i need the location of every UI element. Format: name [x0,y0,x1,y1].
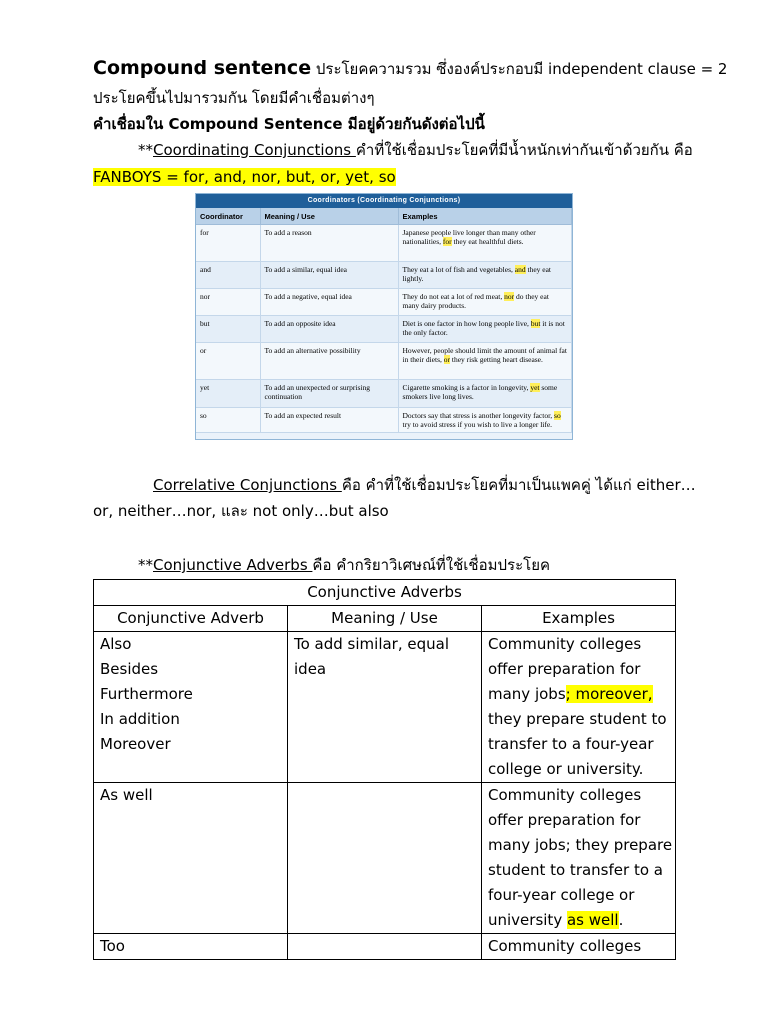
compound-sentence-title: Compound sentence [93,57,312,79]
coord-word: for [196,225,260,262]
adverb-item: Too [100,937,125,955]
example-line: college or university. [488,760,644,778]
coord-example: Japanese people live longer than many other nationalities, for they eat healthful diets. [398,225,572,262]
coord-meaning: To add an opposite idea [260,316,398,343]
coord-row-but [196,316,572,343]
example-cell [482,632,676,783]
meaning-line: To add similar, equal [294,635,450,653]
coord-example: They eat a lot of fish and vegetables, and they eat lightly. [398,262,572,289]
correlative-term: Correlative Conjunctions [153,476,342,494]
intro-definition: ประโยคความรวม ซึ่งองค์ประกอบมี independent clause = 2 [311,60,728,78]
asterisks: ** [138,141,153,159]
coord-word: so [196,408,260,433]
coord-example: However, people should limit the amount of animal fat in their diets, or they risk getting heart disease. [398,343,572,380]
coord-col-coordinator: Coordinator [196,208,260,225]
coord-meaning: To add an unexpected or surprising continuation [260,380,398,408]
intro-line-1 [93,56,727,82]
col-header-meaning: Meaning / Use [288,606,482,632]
adverb-cell [94,783,288,934]
conjunctive-adverbs-table [93,579,676,960]
coord-row-nor [196,289,572,316]
example-line: student to transfer to a [488,861,663,879]
correlative-line [153,473,696,498]
coord-meaning: To add a reason [260,225,398,262]
example-line: Community colleges [488,937,642,955]
col-header-adverb: Conjunctive Adverb [94,606,288,632]
highlight: as well [566,911,619,929]
meaning-cell [288,783,482,934]
coord-col-examples: Examples [398,208,572,225]
coordinating-line [138,138,693,163]
table-row [94,934,676,960]
adverb-item: Also [100,635,132,653]
example-line: offer preparation for [488,660,641,678]
coordinators-figure-title: Coordinators (Coordinating Conjunctions) [196,194,572,208]
example-line: many jobs; moreover, [488,685,653,703]
correlative-desc: คือ คำที่ใช้เชื่อมประโยคที่มาเป็นแพคคู่ ได้แก่ either… [341,476,696,494]
example-line: transfer to a four-year [488,735,654,753]
coord-row-and [196,262,572,289]
adverb-cell [94,632,288,783]
adverb-cell [94,934,288,960]
coord-word: nor [196,289,260,316]
meaning-line: idea [294,660,327,678]
adverb-item: Moreover [100,735,171,753]
coord-word: and [196,262,260,289]
example-line: university as well. [488,911,624,929]
coordinators-figure [195,193,573,440]
coord-word: yet [196,380,260,408]
example-cell [482,783,676,934]
example-line: they prepare student to [488,710,667,728]
coordinators-table [196,208,572,433]
coord-word: or [196,343,260,380]
conjunctive-desc: คือ คำกริยาวิเศษณ์ที่ใช้เชื่อมประโยค [312,556,551,574]
asterisks: ** [138,556,153,574]
coord-meaning: To add a similar, equal idea [260,262,398,289]
col-header-examples: Examples [482,606,676,632]
coord-col-meaning: Meaning / Use [260,208,398,225]
coord-row-or [196,343,572,380]
highlight: ; moreover, [565,685,653,703]
adverb-item: In addition [100,710,180,728]
coord-example: Cigarette smoking is a factor in longevity, yet some smokers live long lives. [398,380,572,408]
coord-example: They do not eat a lot of red meat, nor do they eat many dairy products. [398,289,572,316]
coord-meaning: To add a negative, equal idea [260,289,398,316]
adverb-item: Besides [100,660,159,678]
example-line: Community colleges [488,786,642,804]
example-line: offer preparation for [488,811,641,829]
correlative-line-2: or, neither…nor, และ not only…but also [93,502,389,520]
example-line: four-year college or [488,886,635,904]
fanboys-highlight: FANBOYS = for, and, nor, but, or, yet, so [93,168,396,186]
adverb-item: Furthermore [100,685,193,703]
conjunctive-term: Conjunctive Adverbs [153,556,313,574]
example-line: Community colleges [488,635,642,653]
coord-meaning: To add an alternative possibility [260,343,398,380]
conjunction-types-heading: คำเชื่อมใน Compound Sentence มีอยู่ด้วยกันดังต่อไปนี้ [93,115,485,133]
coord-row-for [196,225,572,262]
meaning-cell [288,934,482,960]
coord-example: Doctors say that stress is another longevity factor, so try to avoid stress if you wish to live a longer life. [398,408,572,433]
meaning-cell [288,632,482,783]
table-row [94,632,676,783]
fanboys-line [93,165,396,190]
coordinating-desc: คำที่ใช้เชื่อมประโยคที่มีน้ำหนักเท่ากันเข้าด้วยกัน คือ [355,141,693,159]
example-cell [482,934,676,960]
coord-example: Diet is one factor in how long people live, but it is not the only factor. [398,316,572,343]
adverb-item: As well [100,786,153,804]
example-line: many jobs; they prepare [488,836,673,854]
coord-row-so [196,408,572,433]
table-row [94,783,676,934]
conjunctive-line [138,553,550,578]
coord-row-yet [196,380,572,408]
coord-word: but [196,316,260,343]
coordinating-term: Coordinating Conjunctions [153,141,356,159]
table-caption: Conjunctive Adverbs [94,580,676,606]
intro-line-2: ประโยคขึ้นไปมารวมกัน โดยมีคำเชื่อมต่างๆ [93,89,375,107]
coord-meaning: To add an expected result [260,408,398,433]
